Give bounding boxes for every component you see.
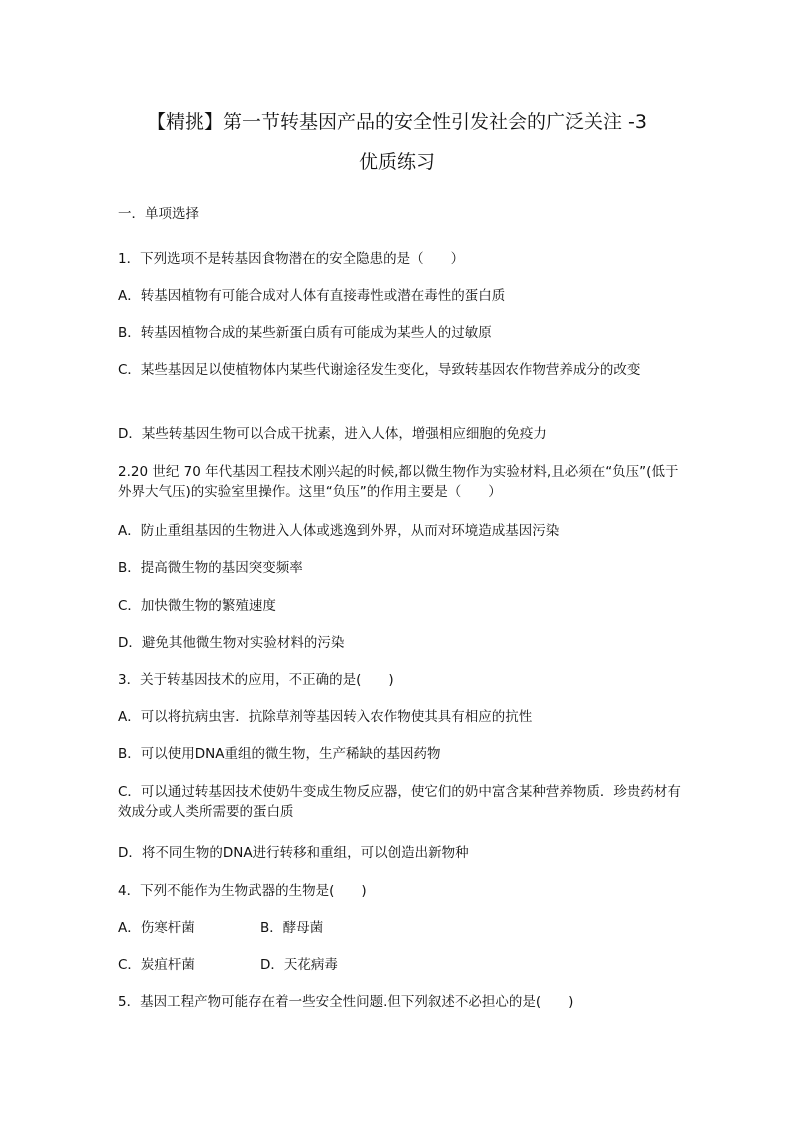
question-3-option-d: D．将不同生物的DNA进行转移和重组，可以创造出新物种: [118, 845, 469, 861]
question-1-option-d: D．某些转基因生物可以合成干扰素，进入人体，增强相应细胞的免疫力: [118, 426, 547, 442]
question-3-stem: 3．关于转基因技术的应用，不正确的是( ): [118, 672, 394, 688]
question-5-stem: 5．基因工程产物可能存在着一些安全性问题.但下列叙述不必担心的是( ): [118, 994, 574, 1010]
document-title-line-1: 【精挑】第一节转基因产品的安全性引发社会的广泛关注 -3: [147, 111, 647, 133]
section-heading: 一．单项选择: [118, 206, 199, 222]
question-2-option-c: C．加快微生物的繁殖速度: [118, 598, 276, 614]
question-4-option-c: C．炭疽杆菌: [118, 957, 195, 973]
question-4-option-b: B．酵母菌: [260, 920, 324, 936]
document-title-line-2: 优质练习: [358, 151, 435, 173]
question-2-stem: 2.20 世纪 70 年代基因工程技术刚兴起的时候,都以微生物作为实验材料,且必须在“负压”(低于外界大气压)的实验室里操作。这里“负压”的作用主要是（ ）: [118, 464, 679, 500]
question-2-option-a: A．防止重组基因的生物进入人体或逃逸到外界，从而对环境造成基因污染: [118, 523, 560, 539]
question-1-stem: 1．下列选项不是转基因食物潜在的安全隐患的是（ ）: [118, 251, 465, 267]
question-4-options-row-2: [118, 954, 688, 976]
question-4-stem: 4．下列不能作为生物武器的生物是( ): [118, 883, 367, 899]
question-4-option-a: A．伤寒杆菌: [118, 920, 195, 936]
question-1-option-b: B．转基因植物合成的某些新蛋白质有可能成为某些人的过敏原: [118, 325, 492, 341]
question-4-options-row-1: [118, 917, 688, 939]
question-3-option-a: A．可以将抗病虫害．抗除草剂等基因转入农作物使其具有相应的抗性: [118, 709, 533, 725]
question-1-option-a: A．转基因植物有可能合成对人体有直接毒性或潜在毒性的蛋白质: [118, 288, 506, 304]
question-1-option-c: C．某些基因足以使植物体内某些代谢途径发生变化，导致转基因农作物营养成分的改变: [118, 362, 641, 378]
question-4-option-d: D．天花病毒: [260, 957, 338, 973]
question-3-option-b: B．可以使用DNA重组的微生物，生产稀缺的基因药物: [118, 746, 441, 762]
question-2-option-d: D．避免其他微生物对实验材料的污染: [118, 635, 345, 651]
question-2-option-b: B．提高微生物的基因突变频率: [118, 560, 303, 576]
question-3-option-c: C．可以通过转基因技术使奶牛变成生物反应器，使它们的奶中富含某种营养物质．珍贵药材有效成分或人类所需要的蛋白质: [118, 784, 681, 820]
